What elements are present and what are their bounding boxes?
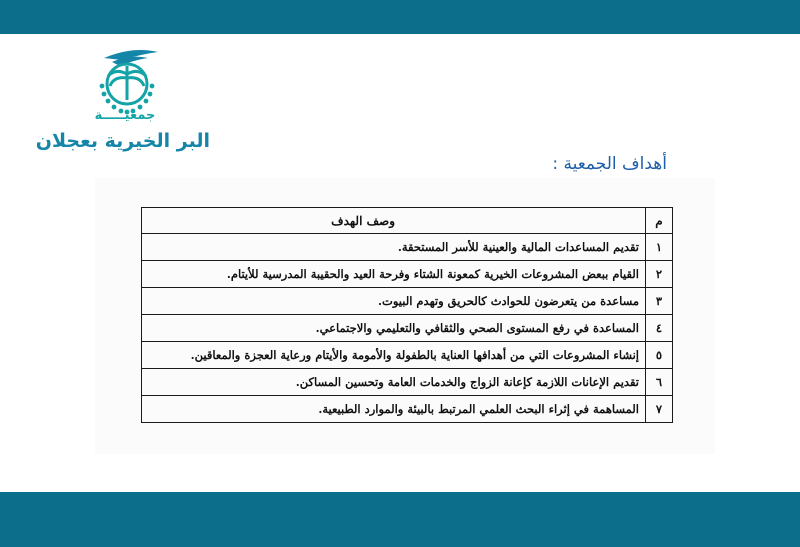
row-desc: المساهمة في إثراء البحث العلمي المرتبط بالبيئة والموارد الطبيعية. xyxy=(142,396,646,423)
row-desc: مساعدة من يتعرضون للحوادث كالحريق وتهدم البيوت. xyxy=(142,288,646,315)
row-num: ٣ xyxy=(646,288,673,315)
table-row xyxy=(142,234,673,261)
table-row xyxy=(142,288,673,315)
row-desc: إنشاء المشروعات التي من أهدافها العناية بالطفولة والأمومة والأيتام ورعاية العجزة والمعاقين. xyxy=(142,342,646,369)
row-num: ٢ xyxy=(646,261,673,288)
goals-table xyxy=(141,207,673,423)
row-desc: تقديم المساعدات المالية والعينية للأسر المستحقة. xyxy=(142,234,646,261)
row-num: ٤ xyxy=(646,315,673,342)
row-desc: المساعدة في رفع المستوى الصحي والثقافي والتعليمي والاجتماعي. xyxy=(142,315,646,342)
logo-text-line1: جمعيـــــة xyxy=(94,108,156,123)
table-row xyxy=(142,261,673,288)
table-header-row xyxy=(142,208,673,234)
table-row xyxy=(142,369,673,396)
row-num: ٦ xyxy=(646,369,673,396)
logo-text-line2: البر الخيرية بعجلان xyxy=(35,130,210,152)
table-row xyxy=(142,315,673,342)
header-num: م xyxy=(646,208,673,234)
header-desc: وصف الهدف xyxy=(142,208,646,234)
row-num: ٧ xyxy=(646,396,673,423)
palm-tree-emblem-icon xyxy=(92,44,162,116)
row-desc: القيام ببعض المشروعات الخيرية كمعونة الشتاء وفرحة العيد والحقيبة المدرسية للأيتام. xyxy=(142,261,646,288)
table-row xyxy=(142,342,673,369)
row-desc: تقديم الإعانات اللازمة كإعانة الزواج والخدمات العامة وتحسين المساكن. xyxy=(142,369,646,396)
organization-logo xyxy=(35,44,210,156)
bottom-banner xyxy=(0,492,800,547)
page-title: أهداف الجمعية : xyxy=(552,154,667,174)
row-num: ٥ xyxy=(646,342,673,369)
row-num: ١ xyxy=(646,234,673,261)
table-row xyxy=(142,396,673,423)
top-banner xyxy=(0,0,800,34)
